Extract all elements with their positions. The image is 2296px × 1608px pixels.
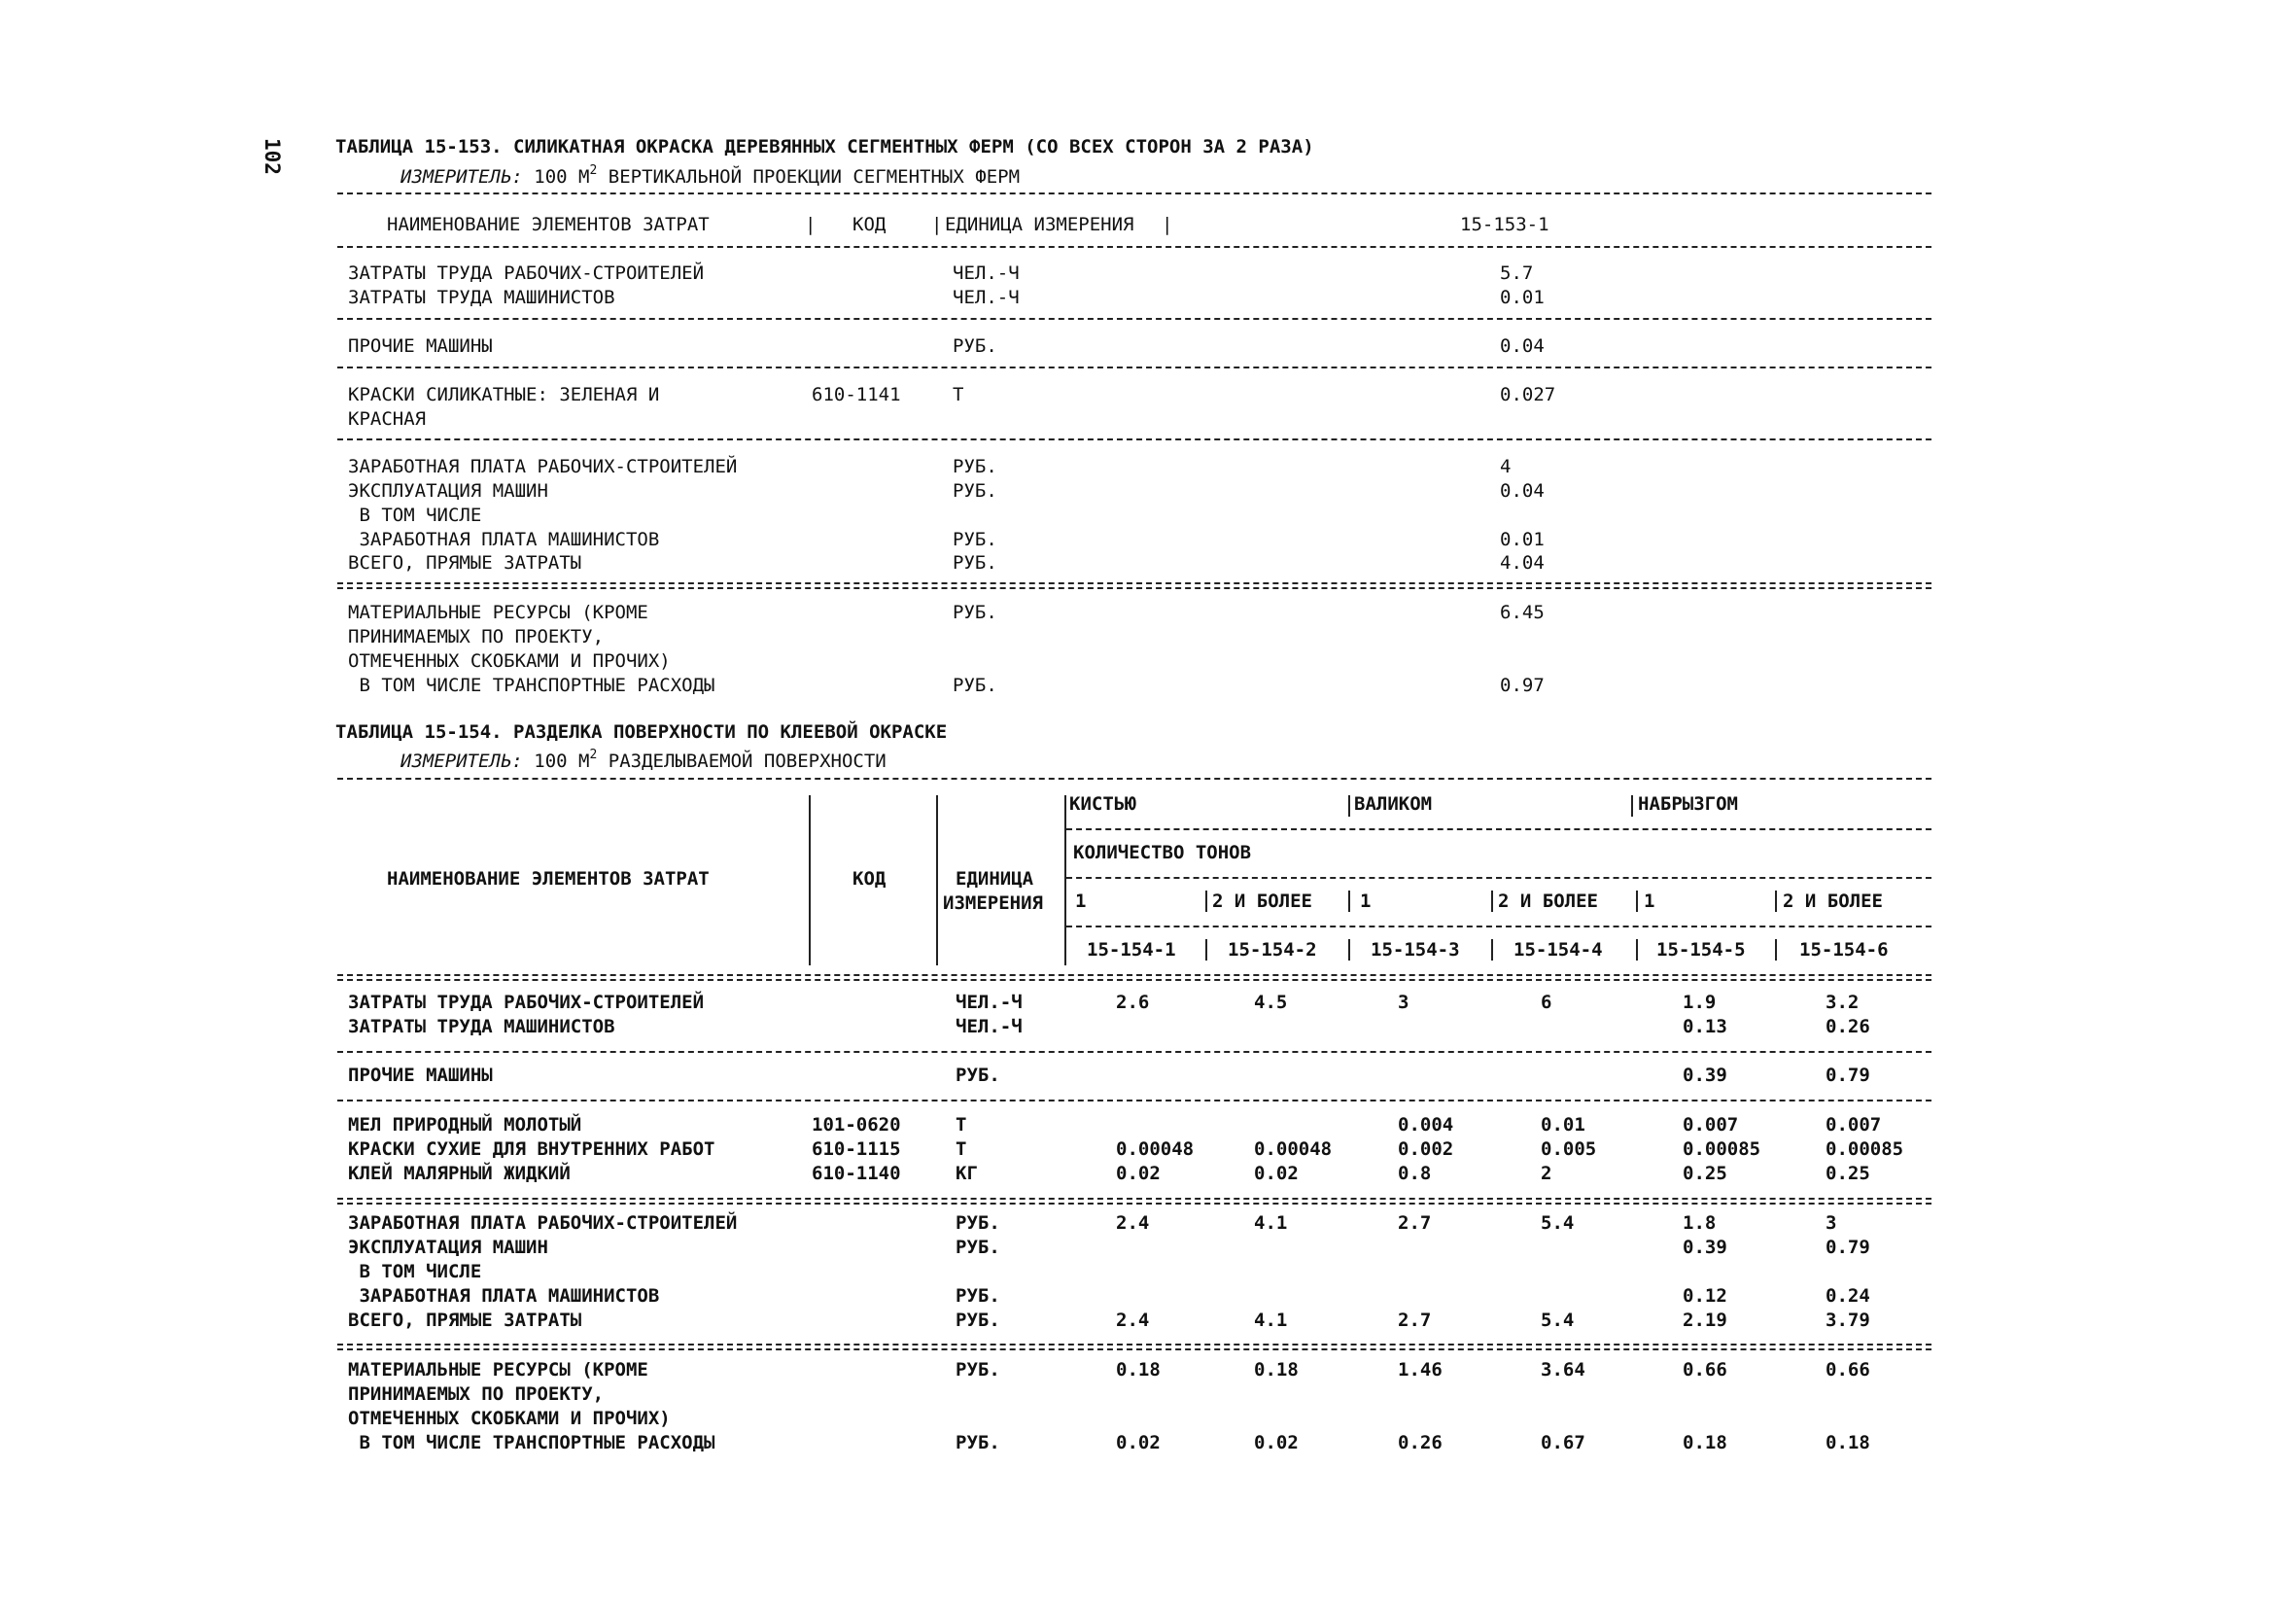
rule [337, 1203, 1931, 1205]
row-value: 2.4 [1116, 1310, 1150, 1331]
row-value: 0.25 [1826, 1163, 1870, 1184]
row-unit: РУБ. [956, 1065, 1000, 1086]
row-value: 5.4 [1541, 1310, 1575, 1331]
row-value: 0.66 [1826, 1359, 1870, 1381]
row-value: 4.5 [1254, 992, 1288, 1013]
row-value: 4.1 [1254, 1212, 1288, 1234]
tone-label: 1 [1644, 891, 1655, 912]
row-code: 610-1140 [812, 1163, 901, 1184]
header-code: КОД [852, 214, 887, 235]
header-divider [1491, 939, 1493, 961]
col-code: 15-154-6 [1799, 939, 1889, 961]
rule [337, 318, 1931, 320]
row-value: 0.25 [1683, 1163, 1727, 1184]
row-value: 0.007 [1683, 1114, 1739, 1136]
header-unit: ЕДИНИЦА ИЗМЕРЕНИЯ [945, 214, 1134, 235]
row-unit: РУБ. [953, 480, 997, 502]
header-divider [1348, 939, 1350, 961]
header-divider [1631, 795, 1633, 817]
row-unit: РУБ. [953, 552, 997, 574]
header-divider [1775, 939, 1777, 961]
header-sep: | [1162, 214, 1173, 235]
header-sep: | [931, 214, 943, 235]
row-name: ЗАРАБОТНАЯ ПЛАТА РАБОЧИХ-СТРОИТЕЛЕЙ [348, 1212, 738, 1234]
tone-label: 1 [1360, 891, 1372, 912]
row-value: 3 [1826, 1212, 1837, 1234]
row-name: КРАСКИ СУХИЕ ДЛЯ ВНУТРЕННИХ РАБОТ [348, 1138, 715, 1160]
row-unit: КГ [956, 1163, 978, 1184]
rule [337, 778, 1931, 780]
row-value: 0.02 [1116, 1432, 1161, 1453]
header-divider [1636, 891, 1638, 912]
row-unit: РУБ. [956, 1432, 1000, 1453]
row-name: В ТОМ ЧИСЛЕ [348, 1261, 482, 1282]
header-col-15-153-1: 15-153-1 [1460, 214, 1549, 235]
row-value: 6.45 [1500, 602, 1545, 623]
row-value: 4.04 [1500, 552, 1545, 574]
method-spray: НАБРЫЗГОМ [1638, 793, 1738, 815]
row-value: 0.01 [1541, 1114, 1585, 1136]
rule [1066, 926, 1931, 927]
row-value: 0.12 [1683, 1285, 1727, 1307]
header-divider [1064, 795, 1066, 965]
rule [337, 974, 1931, 976]
row-name: КРАСНАЯ [348, 408, 427, 430]
rule [337, 1344, 1931, 1346]
row-name: КРАСКИ СИЛИКАТНЫЕ: ЗЕЛЕНАЯ И [348, 384, 660, 405]
row-name: ЗАТРАТЫ ТРУДА МАШИНИСТОВ [348, 287, 615, 308]
row-name: ВСЕГО, ПРЯМЫЕ ЗАТРАТЫ [348, 552, 582, 574]
tones-label: КОЛИЧЕСТВО ТОНОВ [1073, 842, 1252, 863]
row-code: 610-1115 [812, 1138, 901, 1160]
row-value: 0.01 [1500, 529, 1545, 550]
row-value: 0.97 [1500, 675, 1545, 696]
row-name: ПРОЧИЕ МАШИНЫ [348, 1065, 493, 1086]
row-value: 0.01 [1500, 287, 1545, 308]
table-15-153-measure [400, 164, 1020, 187]
row-value: 0.18 [1116, 1359, 1161, 1381]
row-unit: Т [956, 1114, 967, 1136]
tone-label: 1 [1075, 891, 1087, 912]
row-value: 3.79 [1826, 1310, 1870, 1331]
row-value: 0.67 [1541, 1432, 1585, 1453]
row-value: 0.24 [1826, 1285, 1870, 1307]
row-name: ПРИНИМАЕМЫХ ПО ПРОЕКТУ, [348, 1383, 605, 1405]
row-value: 0.26 [1826, 1016, 1870, 1037]
row-value: 0.027 [1500, 384, 1556, 405]
row-value: 2.4 [1116, 1212, 1150, 1234]
row-value: 0.39 [1683, 1065, 1727, 1086]
table-15-154-title: ТАБЛИЦА 15-154. РАЗДЕЛКА ПОВЕРХНОСТИ ПО КЛЕЕВОЙ ОКРАСКЕ [335, 721, 948, 743]
row-name: ЭКСПЛУАТАЦИЯ МАШИН [348, 1237, 548, 1258]
row-name: ЭКСПЛУАТАЦИЯ МАШИН [348, 480, 548, 502]
header-name: НАИМЕНОВАНИЕ ЭЛЕМЕНТОВ ЗАТРАТ [387, 214, 710, 235]
row-value: 0.13 [1683, 1016, 1727, 1037]
measure-value: 100 М [534, 751, 590, 772]
row-value: 0.26 [1398, 1432, 1443, 1453]
row-name: ЗАТРАТЫ ТРУДА РАБОЧИХ-СТРОИТЕЛЕЙ [348, 262, 705, 284]
row-value: 2 [1541, 1163, 1552, 1184]
rule [337, 979, 1931, 981]
row-value: 0.00085 [1683, 1138, 1761, 1160]
row-unit: РУБ. [953, 602, 997, 623]
header-divider [936, 795, 938, 965]
row-unit: ЧЕЛ.-Ч [953, 287, 1020, 308]
row-value: 0.79 [1826, 1065, 1870, 1086]
row-name: ЗАТРАТЫ ТРУДА МАШИНИСТОВ [348, 1016, 615, 1037]
row-value: 0.79 [1826, 1237, 1870, 1258]
row-value: 1.46 [1398, 1359, 1443, 1381]
measure-text: РАЗДЕЛЫВАЕМОЙ ПОВЕРХНОСТИ [597, 751, 887, 772]
header-divider [1205, 891, 1207, 912]
header-divider [1636, 939, 1638, 961]
rule [337, 1198, 1931, 1200]
measure-sup: 2 [589, 163, 598, 178]
rule [337, 582, 1931, 584]
measure-label: ИЗМЕРИТЕЛЬ: [400, 751, 523, 772]
col-code: 15-154-4 [1513, 939, 1603, 961]
row-value: 0.007 [1826, 1114, 1882, 1136]
row-code: 101-0620 [812, 1114, 901, 1136]
row-value: 0.005 [1541, 1138, 1597, 1160]
rule [1066, 828, 1931, 830]
method-brush: КИСТЬЮ [1069, 793, 1136, 815]
measure-value: 100 М [534, 166, 590, 188]
col-code: 15-154-3 [1371, 939, 1460, 961]
row-name: ЗАТРАТЫ ТРУДА РАБОЧИХ-СТРОИТЕЛЕЙ [348, 992, 705, 1013]
row-value: 3.2 [1826, 992, 1860, 1013]
row-value: 0.18 [1683, 1432, 1727, 1453]
row-value: 0.00048 [1254, 1138, 1333, 1160]
row-value: 3.64 [1541, 1359, 1585, 1381]
row-value: 2.19 [1683, 1310, 1727, 1331]
rule [337, 1348, 1931, 1350]
row-value: 0.18 [1826, 1432, 1870, 1453]
row-name: ОТМЕЧЕННЫХ СКОБКАМИ И ПРОЧИХ) [348, 1408, 671, 1429]
row-unit: Т [953, 384, 964, 405]
row-value: 0.8 [1398, 1163, 1432, 1184]
row-unit: РУБ. [956, 1212, 1000, 1234]
row-unit: ЧЕЛ.-Ч [953, 262, 1020, 284]
row-value: 0.18 [1254, 1359, 1299, 1381]
row-unit: РУБ. [956, 1237, 1000, 1258]
row-name: ЗАРАБОТНАЯ ПЛАТА РАБОЧИХ-СТРОИТЕЛЕЙ [348, 456, 738, 477]
row-value: 2.7 [1398, 1212, 1432, 1234]
row-name: В ТОМ ЧИСЛЕ [348, 505, 482, 526]
measure-text: ВЕРТИКАЛЬНОЙ ПРОЕКЦИИ СЕГМЕНТНЫХ ФЕРМ [597, 166, 1021, 188]
row-value: 0.04 [1500, 480, 1545, 502]
header-divider [1775, 891, 1777, 912]
rule [337, 192, 1931, 194]
row-unit: РУБ. [953, 529, 997, 550]
row-name: МАТЕРИАЛЬНЫЕ РЕСУРСЫ (КРОМЕ [348, 602, 648, 623]
row-name: В ТОМ ЧИСЛЕ ТРАНСПОРТНЫЕ РАСХОДЫ [348, 1432, 715, 1453]
row-value: 0.04 [1500, 335, 1545, 357]
row-value: 4 [1500, 456, 1512, 477]
row-value: 0.39 [1683, 1237, 1727, 1258]
row-name: МАТЕРИАЛЬНЫЕ РЕСУРСЫ (КРОМЕ [348, 1359, 648, 1381]
page-number: 102 [261, 138, 284, 175]
row-code: 610-1141 [812, 384, 901, 405]
row-value: 0.02 [1254, 1163, 1299, 1184]
row-unit: РУБ. [956, 1285, 1000, 1307]
rule [337, 246, 1931, 248]
row-value: 0.002 [1398, 1138, 1454, 1160]
row-name: ПРОЧИЕ МАШИНЫ [348, 335, 493, 357]
row-name: КЛЕЙ МАЛЯРНЫЙ ЖИДКИЙ [348, 1163, 571, 1184]
row-name: ЗАРАБОТНАЯ ПЛАТА МАШИНИСТОВ [348, 529, 660, 550]
header-divider [1348, 891, 1350, 912]
table-15-153-title: ТАБЛИЦА 15-153. СИЛИКАТНАЯ ОКРАСКА ДЕРЕВЯННЫХ СЕГМЕНТНЫХ ФЕРМ (СО ВСЕХ СТОРОН ЗА 2 РАЗА) [335, 136, 1314, 157]
row-value: 3 [1398, 992, 1409, 1013]
header-divider [1491, 891, 1493, 912]
tone-label: 2 И БОЛЕЕ [1783, 891, 1883, 912]
col-code: 15-154-2 [1228, 939, 1317, 961]
row-unit: РУБ. [956, 1359, 1000, 1381]
header-code: КОД [852, 868, 887, 890]
row-name: В ТОМ ЧИСЛЕ ТРАНСПОРТНЫЕ РАСХОДЫ [348, 675, 715, 696]
col-code: 15-154-1 [1087, 939, 1176, 961]
header-sep: | [805, 214, 817, 235]
row-value: 0.00085 [1826, 1138, 1904, 1160]
row-unit: РУБ. [953, 335, 997, 357]
row-name: ЗАРАБОТНАЯ ПЛАТА МАШИНИСТОВ [348, 1285, 660, 1307]
table-15-154-measure [400, 749, 887, 771]
rule [1066, 877, 1931, 879]
row-unit: РУБ. [956, 1310, 1000, 1331]
rule [337, 587, 1931, 589]
row-value: 2.7 [1398, 1310, 1432, 1331]
row-value: 5.4 [1541, 1212, 1575, 1234]
row-unit: РУБ. [953, 675, 997, 696]
row-value: 0.00048 [1116, 1138, 1195, 1160]
col-code: 15-154-5 [1656, 939, 1746, 961]
row-value: 0.004 [1398, 1114, 1454, 1136]
tone-label: 2 И БОЛЕЕ [1498, 891, 1598, 912]
row-name: ОТМЕЧЕННЫХ СКОБКАМИ И ПРОЧИХ) [348, 650, 671, 672]
rule [337, 1051, 1931, 1053]
measure-sup: 2 [589, 748, 598, 762]
row-value: 0.02 [1254, 1432, 1299, 1453]
row-name: ПРИНИМАЕМЫХ ПО ПРОЕКТУ, [348, 626, 605, 647]
row-value: 2.6 [1116, 992, 1150, 1013]
header-divider [809, 795, 811, 965]
header-name: НАИМЕНОВАНИЕ ЭЛЕМЕНТОВ ЗАТРАТ [387, 868, 710, 890]
tone-label: 2 И БОЛЕЕ [1212, 891, 1312, 912]
row-value: 6 [1541, 992, 1552, 1013]
row-name: МЕЛ ПРИРОДНЫЙ МОЛОТЫЙ [348, 1114, 582, 1136]
rule [337, 438, 1931, 440]
row-value: 5.7 [1500, 262, 1534, 284]
row-value: 1.8 [1683, 1212, 1717, 1234]
header-divider [1348, 795, 1350, 817]
row-unit: Т [956, 1138, 967, 1160]
row-unit: РУБ. [953, 456, 997, 477]
method-roller: ВАЛИКОМ [1354, 793, 1433, 815]
row-unit: ЧЕЛ.-Ч [956, 1016, 1023, 1037]
header-unit-2: ИЗМЕРЕНИЯ [943, 892, 1043, 914]
row-value: 0.02 [1116, 1163, 1161, 1184]
row-value: 4.1 [1254, 1310, 1288, 1331]
row-value: 1.9 [1683, 992, 1717, 1013]
rule [337, 367, 1931, 368]
measure-label: ИЗМЕРИТЕЛЬ: [400, 166, 523, 188]
row-name: ВСЕГО, ПРЯМЫЕ ЗАТРАТЫ [348, 1310, 582, 1331]
row-unit: ЧЕЛ.-Ч [956, 992, 1023, 1013]
row-value: 0.66 [1683, 1359, 1727, 1381]
header-unit-1: ЕДИНИЦА [956, 868, 1034, 890]
header-divider [1205, 939, 1207, 961]
rule [337, 1100, 1931, 1101]
